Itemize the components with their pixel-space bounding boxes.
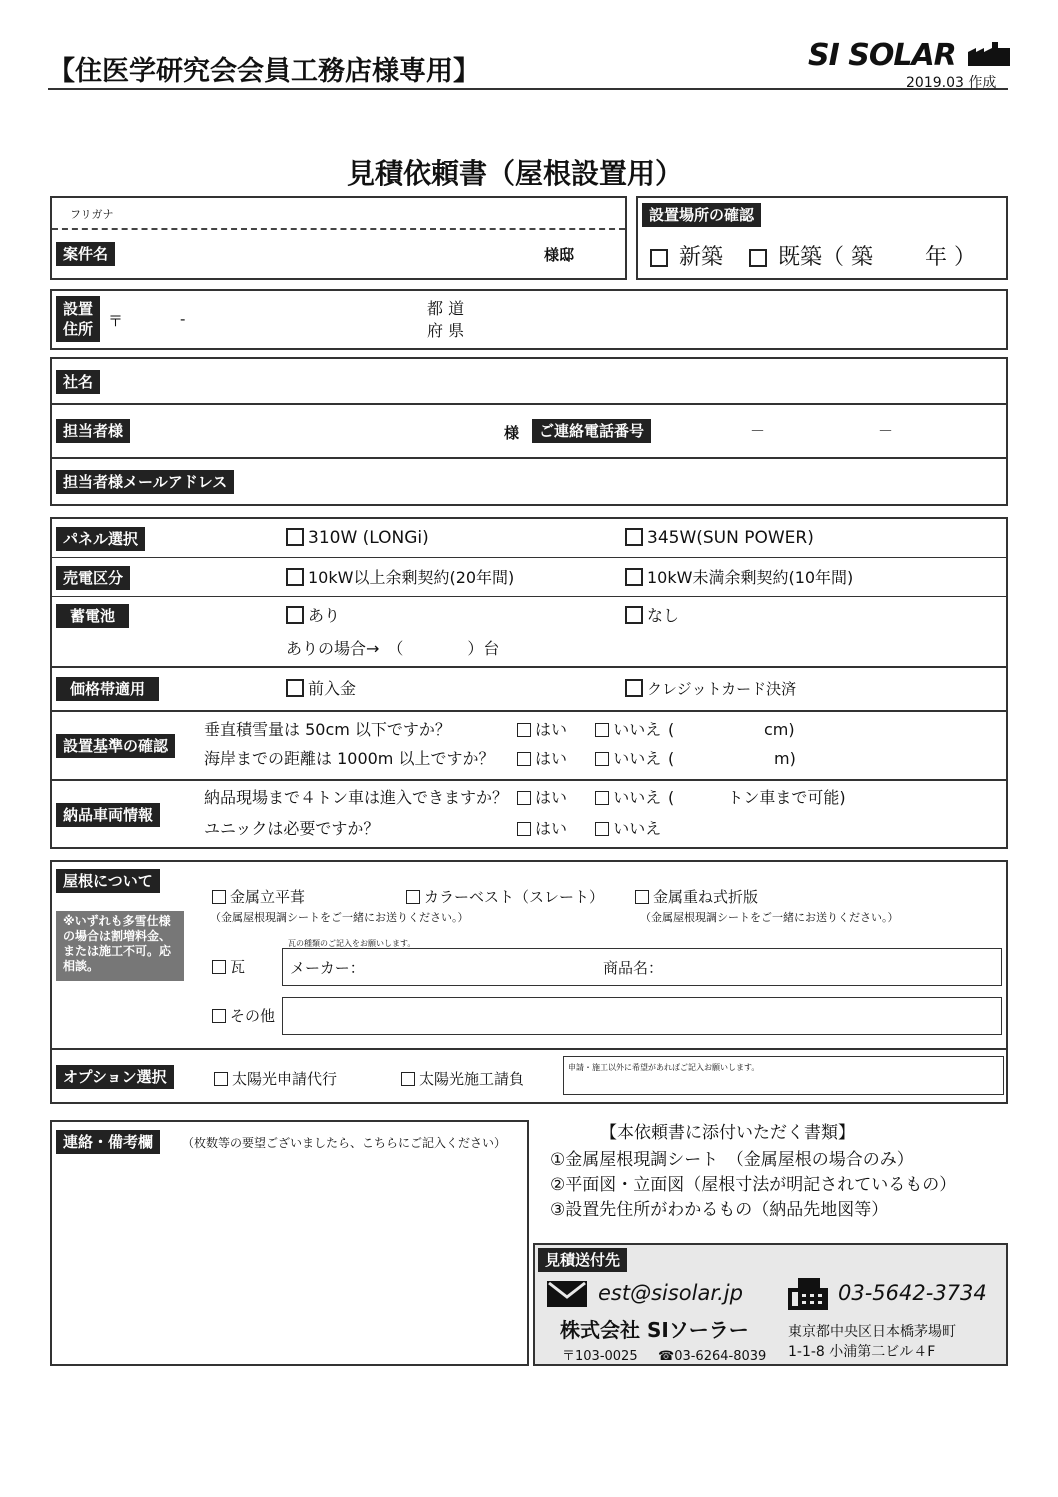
price-b-checkbox[interactable]	[625, 679, 643, 697]
opt-div-2	[52, 596, 1006, 597]
company-name-label: 社名	[56, 370, 100, 394]
panel-option-a[interactable]	[286, 528, 429, 547]
option-b[interactable]	[401, 1070, 524, 1088]
option-a-checkbox[interactable]	[214, 1072, 228, 1086]
battery-count: ありの場合→ （ ）台	[286, 639, 500, 658]
opt-div-4	[52, 710, 1006, 712]
roof-sheet-note-c: （金属屋根現調シートをご一緒にお送りください。）	[640, 911, 899, 924]
criteria-q2-no: いいえ	[613, 749, 662, 768]
documents-title: 【本依頼書に添付いただく書類】	[600, 1123, 855, 1143]
price-b-label: クレジットカード決済	[647, 680, 797, 698]
other-label: その他	[230, 1007, 276, 1025]
documents-item3: ③設置先住所がわかるもの（納品先地図等）	[550, 1200, 889, 1220]
remarks-label: 連絡・備考欄	[56, 1130, 160, 1154]
tile-note: 瓦の種類のご記入をお願いします。	[288, 939, 416, 948]
criteria-q2-paren: (	[668, 749, 675, 768]
battery-no[interactable]	[625, 606, 679, 625]
site-label: 設置場所の確認	[642, 203, 761, 227]
postal-mark: 〒	[108, 312, 124, 330]
furigana-label: フリガナ	[70, 208, 114, 221]
postal-dash: -	[180, 310, 186, 328]
criteria-q1-paren: (	[668, 720, 675, 739]
sale-b-checkbox[interactable]	[625, 568, 643, 586]
battery-no-checkbox[interactable]	[625, 606, 643, 624]
criteria-q1-no: いいえ	[613, 720, 662, 739]
criteria-q2-yes-checkbox[interactable]	[517, 752, 531, 766]
criteria-q1: 垂直積雪量は 50cm 以下ですか？	[204, 720, 451, 739]
tile-label: 瓦	[230, 958, 246, 976]
vehicle-q1-no-checkbox[interactable]	[595, 791, 609, 805]
battery-label: 蓄電池	[56, 604, 129, 628]
opt-div-1	[52, 557, 1006, 558]
criteria-q1-yes-checkbox[interactable]	[517, 723, 531, 737]
mail-icon	[546, 1280, 588, 1308]
send-tel: ☎03-6264-8039	[658, 1349, 767, 1364]
criteria-q2-no-checkbox[interactable]	[595, 752, 609, 766]
option-b-checkbox[interactable]	[401, 1072, 415, 1086]
panel-label: パネル選択	[56, 527, 145, 551]
other-checkbox[interactable]	[212, 1009, 226, 1023]
project-name-suffix: 様邸	[544, 246, 575, 264]
panel-option-b[interactable]	[625, 528, 814, 547]
contact-sama: 様	[504, 424, 520, 442]
other-input[interactable]	[282, 997, 1002, 1035]
roof-a-checkbox[interactable]	[212, 890, 226, 904]
vehicle-q1-yes-checkbox[interactable]	[517, 791, 531, 805]
roof-b-label: カラーベスト（スレート）	[424, 888, 605, 906]
roof-c-label: 金属重ね式折版	[653, 888, 759, 906]
roof-a-label: 金属立平葺	[230, 888, 306, 906]
send-email[interactable]: est@sisolar.jp	[598, 1281, 743, 1305]
send-fax: 03-5642-3734	[838, 1281, 987, 1305]
new-build-label: 新築	[679, 245, 724, 270]
panel-b-checkbox[interactable]	[625, 528, 643, 546]
criteria-q1-yes: はい	[535, 720, 568, 739]
documents-item1: ①金属屋根現調シート （金属屋根の場合のみ）	[550, 1150, 914, 1170]
phone-dash-2: －	[878, 422, 894, 440]
roof-opt-b[interactable]	[406, 888, 604, 906]
contact-label: 担当者様	[56, 419, 130, 443]
vehicle-q2-yes: はい	[535, 819, 568, 838]
panel-a-label: 310W (LONGi)	[308, 528, 429, 548]
vehicle-q1-no: いいえ	[613, 788, 662, 807]
remarks-note: （枚数等の要望ございましたら、こちらにご記入ください）	[182, 1136, 507, 1150]
address-label-1: 設置	[63, 300, 94, 318]
opt-div-3	[52, 666, 1006, 668]
existing-label: 既築（	[778, 245, 845, 270]
vehicle-q1-answers	[517, 789, 661, 807]
logo-text: SI SOLAR	[808, 38, 956, 73]
project-name-label: 案件名	[56, 242, 115, 266]
vehicle-q1-yes: はい	[535, 788, 568, 807]
criteria-q2-answers	[517, 750, 661, 768]
roof-sheet-note-a: （金属屋根現調シートをご一緒にお送りください。）	[210, 911, 469, 924]
vehicle-label: 納品車両情報	[56, 803, 160, 827]
year-label: 年 ）	[925, 245, 977, 270]
sale-b-label: 10kW未満余剰契約(10年間)	[647, 568, 854, 587]
roof-note: ※いずれも多雪仕様の場合は割増料金、または施工不可。応相談。	[56, 911, 184, 981]
sale-option-b[interactable]	[625, 568, 853, 587]
sale-option-a[interactable]	[286, 568, 514, 587]
created-date: 2019.03 作成	[906, 75, 997, 91]
send-to-label: 見積送付先	[538, 1248, 627, 1272]
remarks-box[interactable]	[50, 1120, 529, 1366]
existing-checkbox[interactable]	[749, 249, 767, 267]
roof-label: 屋根について	[56, 869, 160, 893]
option-note: 申請・施工以外に希望があればご記入お願いします。	[568, 1063, 760, 1072]
panel-b-label: 345W(SUN POWER)	[647, 528, 814, 548]
criteria-label: 設置基準の確認	[56, 734, 175, 758]
other-option[interactable]	[212, 1007, 275, 1025]
price-option-b[interactable]	[625, 679, 796, 698]
form-title: 見積依頼書（屋根設置用）	[347, 157, 684, 190]
price-a-label: 前入金	[308, 679, 357, 698]
factory-icon	[968, 42, 1010, 66]
criteria-q1-no-checkbox[interactable]	[595, 723, 609, 737]
vehicle-q1-note: ( トン車まで可能)	[668, 788, 846, 807]
option-a-label: 太陽光申請代行	[232, 1070, 338, 1088]
address-label	[56, 296, 100, 342]
tile-maker: メーカー：	[290, 959, 365, 977]
tile-checkbox[interactable]	[212, 960, 226, 974]
project-name-input[interactable]	[130, 242, 534, 268]
logo	[808, 38, 1012, 74]
phone-dash-1: －	[750, 422, 766, 440]
criteria-unit-cm: cm)	[764, 720, 795, 739]
phone-label: ご連絡電話番号	[532, 419, 651, 443]
option-select-label: オプション選択	[56, 1065, 174, 1089]
roof-opt-a[interactable]	[212, 888, 305, 906]
roof-c-checkbox[interactable]	[635, 890, 649, 904]
roof-opt-c[interactable]	[635, 888, 758, 906]
criteria-q2-yes: はい	[535, 749, 568, 768]
sale-a-checkbox[interactable]	[286, 568, 304, 586]
criteria-q1-answers	[517, 721, 661, 739]
tile-option[interactable]	[212, 958, 245, 976]
option-a[interactable]	[214, 1070, 337, 1088]
built-label: 築	[851, 245, 874, 270]
documents-item2: ②平面図・立面図（屋根寸法が明記されているもの）	[550, 1175, 957, 1195]
fax-icon	[788, 1278, 828, 1310]
opt-div-5	[52, 779, 1006, 781]
battery-no-label: なし	[647, 606, 680, 625]
tile-product: 商品名：	[603, 959, 664, 977]
vehicle-q2-no-checkbox[interactable]	[595, 822, 609, 836]
panel-a-checkbox[interactable]	[286, 528, 304, 546]
vehicle-q2-yes-checkbox[interactable]	[517, 822, 531, 836]
furigana-dash-line	[52, 228, 625, 230]
criteria-unit-m: m)	[774, 749, 796, 768]
criteria-q2: 海岸までの距離は 1000m 以上ですか？	[204, 749, 495, 768]
prefecture-2: 府 県	[427, 321, 465, 340]
email-label: 担当者様メールアドレス	[56, 470, 234, 494]
address-label-2: 住所	[63, 320, 94, 338]
battery-yes[interactable]	[286, 606, 340, 625]
sale-a-label: 10kW以上余剰契約(20年間)	[308, 568, 515, 587]
battery-yes-checkbox[interactable]	[286, 606, 304, 624]
vehicle-q2: ユニックは必要ですか？	[204, 819, 380, 838]
company-divider-2	[52, 457, 1006, 459]
price-label: 価格帯適用	[56, 677, 159, 701]
price-option-a[interactable]	[286, 679, 356, 698]
sale-label: 売電区分	[56, 566, 130, 590]
roof-divider	[52, 1048, 1006, 1050]
header-title: 【住医学研究会会員工務店様専用】	[48, 56, 480, 87]
send-postal: 〒103-0025	[562, 1349, 638, 1364]
new-build-checkbox[interactable]	[650, 249, 668, 267]
roof-b-checkbox[interactable]	[406, 890, 420, 904]
battery-yes-label: あり	[308, 606, 341, 625]
send-addr1: 東京都中央区日本橋茅場町	[788, 1324, 956, 1340]
header-rule	[48, 88, 1008, 90]
send-company: 株式会社 SIソーラー	[560, 1318, 749, 1342]
vehicle-q2-answers	[517, 820, 661, 838]
price-a-checkbox[interactable]	[286, 679, 304, 697]
company-divider-1	[52, 403, 1006, 405]
address-box	[50, 289, 1008, 350]
site-options	[650, 245, 976, 271]
vehicle-q2-no: いいえ	[613, 819, 662, 838]
option-b-label: 太陽光施工請負	[419, 1070, 525, 1088]
vehicle-q1: 納品現場まで４トン車は進入できますか？	[204, 788, 509, 807]
prefecture-1: 都 道	[427, 299, 465, 318]
send-addr2: 1-1-8 小浦第二ビル４F	[788, 1344, 936, 1360]
